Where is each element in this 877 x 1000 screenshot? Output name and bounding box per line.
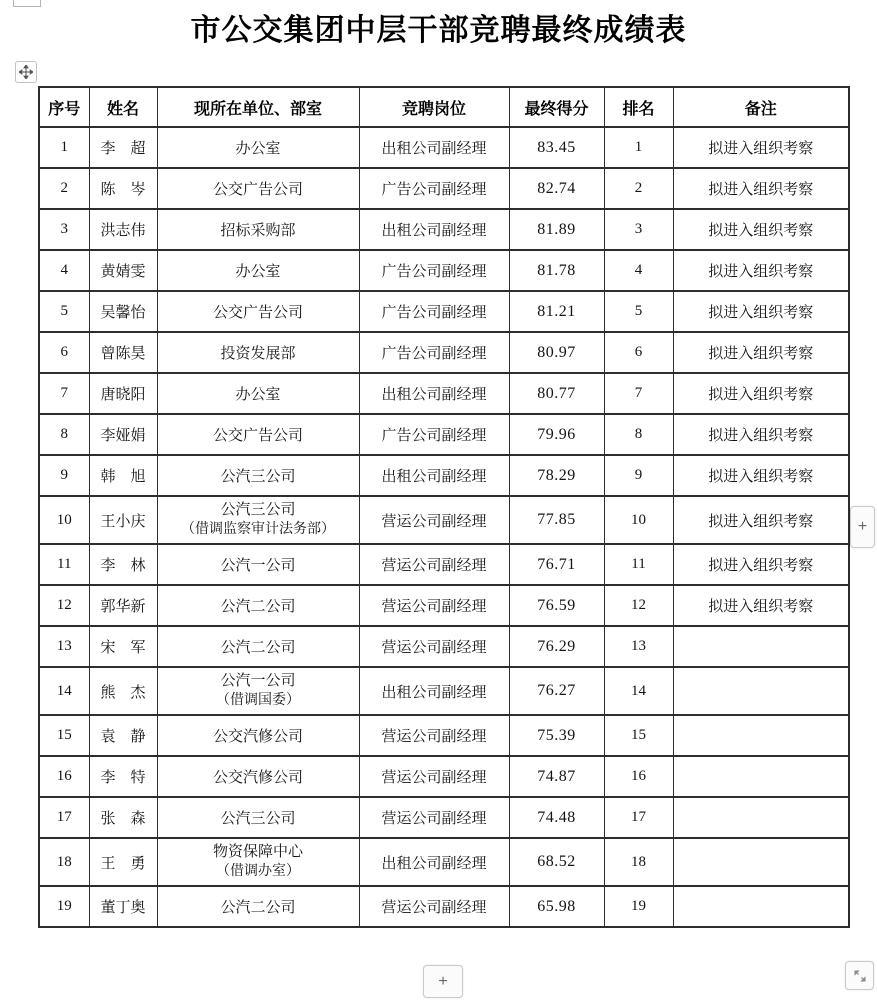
cell-name[interactable]: 王小庆 bbox=[89, 496, 157, 544]
cell-remark[interactable]: 拟进入组织考察 bbox=[673, 332, 849, 373]
cell-name[interactable]: 李 超 bbox=[89, 127, 157, 168]
cell-score[interactable]: 77.85 bbox=[509, 496, 604, 544]
cell-unit[interactable] bbox=[157, 838, 359, 886]
cell-rank[interactable]: 19 bbox=[604, 886, 673, 927]
cell-position[interactable]: 出租公司副经理 bbox=[359, 838, 509, 886]
unit-line2: （借调办室） bbox=[216, 863, 300, 879]
cell-no[interactable]: 15 bbox=[39, 715, 89, 756]
cell-no[interactable]: 6 bbox=[39, 332, 89, 373]
add-column-button[interactable] bbox=[850, 506, 875, 548]
table-row bbox=[39, 414, 849, 455]
table-row bbox=[39, 332, 849, 373]
header-cell[interactable]: 备注 bbox=[673, 87, 849, 127]
cell-score[interactable]: 76.27 bbox=[509, 667, 604, 715]
cell-no[interactable]: 12 bbox=[39, 585, 89, 626]
table-row bbox=[39, 838, 849, 886]
cell-score[interactable]: 75.39 bbox=[509, 715, 604, 756]
cell-score[interactable]: 74.48 bbox=[509, 797, 604, 838]
cell-position[interactable]: 广告公司副经理 bbox=[359, 250, 509, 291]
cell-position[interactable]: 出租公司副经理 bbox=[359, 127, 509, 168]
unit-line1: 公汽一公司 bbox=[220, 673, 296, 690]
cell-rank[interactable]: 4 bbox=[604, 250, 673, 291]
table-row bbox=[39, 886, 849, 927]
cell-unit[interactable]: 办公室 bbox=[157, 250, 359, 291]
table-row bbox=[39, 373, 849, 414]
cell-rank[interactable]: 16 bbox=[604, 756, 673, 797]
cell-rank[interactable]: 15 bbox=[604, 715, 673, 756]
cell-rank[interactable]: 2 bbox=[604, 168, 673, 209]
header-cell[interactable]: 排名 bbox=[604, 87, 673, 127]
cell-name[interactable]: 李 林 bbox=[89, 544, 157, 585]
cell-remark[interactable] bbox=[673, 667, 849, 715]
cell-remark[interactable]: 拟进入组织考察 bbox=[673, 168, 849, 209]
cell-name[interactable]: 吴馨怡 bbox=[89, 291, 157, 332]
cell-position[interactable]: 营运公司副经理 bbox=[359, 756, 509, 797]
cell-no[interactable]: 5 bbox=[39, 291, 89, 332]
table-row bbox=[39, 455, 849, 496]
cell-no[interactable]: 1 bbox=[39, 127, 89, 168]
cell-unit[interactable]: 公汽二公司 bbox=[157, 585, 359, 626]
cell-score[interactable]: 76.29 bbox=[509, 626, 604, 667]
cell-rank[interactable]: 1 bbox=[604, 127, 673, 168]
cell-score[interactable]: 83.45 bbox=[509, 127, 604, 168]
cell-remark[interactable]: 拟进入组织考察 bbox=[673, 250, 849, 291]
header-row bbox=[39, 87, 849, 127]
table-row bbox=[39, 127, 849, 168]
cell-no[interactable]: 9 bbox=[39, 455, 89, 496]
cell-score[interactable]: 65.98 bbox=[509, 886, 604, 927]
cell-name[interactable]: 董丁奥 bbox=[89, 886, 157, 927]
cell-score[interactable]: 76.59 bbox=[509, 585, 604, 626]
table-resize-handle[interactable] bbox=[845, 961, 874, 990]
score-table bbox=[38, 86, 850, 928]
cell-rank[interactable]: 8 bbox=[604, 414, 673, 455]
move-icon bbox=[19, 65, 33, 79]
cell-position[interactable]: 营运公司副经理 bbox=[359, 797, 509, 838]
cell-name[interactable]: 李娅娟 bbox=[89, 414, 157, 455]
cell-unit[interactable]: 办公室 bbox=[157, 127, 359, 168]
cell-unit[interactable] bbox=[157, 496, 359, 544]
cell-unit[interactable]: 公交汽修公司 bbox=[157, 715, 359, 756]
cell-rank[interactable]: 17 bbox=[604, 797, 673, 838]
cell-score[interactable]: 80.77 bbox=[509, 373, 604, 414]
plus-icon: + bbox=[438, 972, 448, 990]
cell-unit[interactable]: 公交汽修公司 bbox=[157, 756, 359, 797]
cell-remark[interactable]: 拟进入组织考察 bbox=[673, 127, 849, 168]
cell-score[interactable]: 74.87 bbox=[509, 756, 604, 797]
cell-name[interactable]: 黄婧雯 bbox=[89, 250, 157, 291]
page-title: 市公交集团中层干部竞聘最终成绩表 bbox=[190, 14, 687, 47]
cell-score[interactable]: 81.21 bbox=[509, 291, 604, 332]
cell-no[interactable]: 2 bbox=[39, 168, 89, 209]
table-row bbox=[39, 250, 849, 291]
cell-score[interactable]: 79.96 bbox=[509, 414, 604, 455]
cell-position[interactable]: 出租公司副经理 bbox=[359, 667, 509, 715]
cell-no[interactable]: 11 bbox=[39, 544, 89, 585]
table-row bbox=[39, 585, 849, 626]
cell-position[interactable]: 营运公司副经理 bbox=[359, 626, 509, 667]
cell-rank[interactable]: 5 bbox=[604, 291, 673, 332]
cell-unit[interactable]: 办公室 bbox=[157, 373, 359, 414]
table-move-handle[interactable] bbox=[15, 61, 37, 83]
cell-remark[interactable] bbox=[673, 886, 849, 927]
cell-name[interactable]: 洪志伟 bbox=[89, 209, 157, 250]
cell-unit[interactable]: 招标采购部 bbox=[157, 209, 359, 250]
cell-score[interactable]: 81.89 bbox=[509, 209, 604, 250]
table-row bbox=[39, 626, 849, 667]
cell-name[interactable]: 韩 旭 bbox=[89, 455, 157, 496]
cell-position[interactable]: 广告公司副经理 bbox=[359, 332, 509, 373]
header-cell[interactable]: 姓名 bbox=[89, 87, 157, 127]
cell-rank[interactable]: 18 bbox=[604, 838, 673, 886]
table-row bbox=[39, 797, 849, 838]
plus-icon: + bbox=[857, 518, 868, 535]
cell-name[interactable]: 唐晓阳 bbox=[89, 373, 157, 414]
cell-no[interactable]: 17 bbox=[39, 797, 89, 838]
cell-no[interactable]: 3 bbox=[39, 209, 89, 250]
cell-unit[interactable]: 投资发展部 bbox=[157, 332, 359, 373]
cell-rank[interactable]: 7 bbox=[604, 373, 673, 414]
unit-line2: （借调国委） bbox=[216, 692, 300, 708]
cell-remark[interactable]: 拟进入组织考察 bbox=[673, 209, 849, 250]
cell-remark[interactable]: 拟进入组织考察 bbox=[673, 455, 849, 496]
cell-remark[interactable]: 拟进入组织考察 bbox=[673, 373, 849, 414]
cell-rank[interactable]: 14 bbox=[604, 667, 673, 715]
cell-name[interactable]: 张 森 bbox=[89, 797, 157, 838]
cell-score[interactable]: 68.52 bbox=[509, 838, 604, 886]
table-row bbox=[39, 291, 849, 332]
cell-position[interactable]: 出租公司副经理 bbox=[359, 209, 509, 250]
cell-no[interactable]: 10 bbox=[39, 496, 89, 544]
table-row bbox=[39, 496, 849, 544]
header-cell[interactable]: 最终得分 bbox=[509, 87, 604, 127]
cell-unit[interactable]: 公汽二公司 bbox=[157, 626, 359, 667]
cell-rank[interactable]: 12 bbox=[604, 585, 673, 626]
cell-remark[interactable] bbox=[673, 626, 849, 667]
cell-unit[interactable]: 公汽三公司 bbox=[157, 797, 359, 838]
cell-name[interactable]: 袁 静 bbox=[89, 715, 157, 756]
table-row bbox=[39, 756, 849, 797]
cell-no[interactable]: 18 bbox=[39, 838, 89, 886]
cell-score[interactable]: 80.97 bbox=[509, 332, 604, 373]
cell-score[interactable]: 82.74 bbox=[509, 168, 604, 209]
cell-position[interactable]: 营运公司副经理 bbox=[359, 544, 509, 585]
cell-rank[interactable]: 3 bbox=[604, 209, 673, 250]
header-cell[interactable]: 序号 bbox=[39, 87, 89, 127]
cell-position[interactable]: 营运公司副经理 bbox=[359, 715, 509, 756]
cell-name[interactable]: 宋 军 bbox=[89, 626, 157, 667]
cell-remark[interactable] bbox=[673, 715, 849, 756]
cell-rank[interactable]: 6 bbox=[604, 332, 673, 373]
cell-remark[interactable] bbox=[673, 756, 849, 797]
cell-name[interactable]: 李 特 bbox=[89, 756, 157, 797]
cell-unit[interactable]: 公汽三公司 bbox=[157, 455, 359, 496]
cell-no[interactable]: 14 bbox=[39, 667, 89, 715]
cell-score[interactable]: 76.71 bbox=[509, 544, 604, 585]
cell-rank[interactable]: 10 bbox=[604, 496, 673, 544]
cell-no[interactable]: 4 bbox=[39, 250, 89, 291]
cell-rank[interactable]: 13 bbox=[604, 626, 673, 667]
cell-remark[interactable]: 拟进入组织考察 bbox=[673, 414, 849, 455]
cell-name[interactable]: 熊 杰 bbox=[89, 667, 157, 715]
cell-position[interactable]: 营运公司副经理 bbox=[359, 585, 509, 626]
cell-no[interactable]: 16 bbox=[39, 756, 89, 797]
cell-unit[interactable]: 公汽一公司 bbox=[157, 544, 359, 585]
cell-unit[interactable]: 公交广告公司 bbox=[157, 414, 359, 455]
cell-rank[interactable]: 9 bbox=[604, 455, 673, 496]
table-row bbox=[39, 168, 849, 209]
unit-line1: 物资保障中心 bbox=[212, 844, 303, 861]
cell-remark[interactable]: 拟进入组织考察 bbox=[673, 496, 849, 544]
cell-position[interactable]: 营运公司副经理 bbox=[359, 496, 509, 544]
table-body bbox=[39, 127, 849, 927]
cell-score[interactable]: 81.78 bbox=[509, 250, 604, 291]
cell-remark[interactable] bbox=[673, 797, 849, 838]
table-row bbox=[39, 715, 849, 756]
cell-no[interactable]: 13 bbox=[39, 626, 89, 667]
cell-remark[interactable] bbox=[673, 838, 849, 886]
cell-unit[interactable] bbox=[157, 667, 359, 715]
add-row-button[interactable] bbox=[423, 965, 463, 998]
cell-name[interactable]: 陈 岑 bbox=[89, 168, 157, 209]
cell-name[interactable]: 郭华新 bbox=[89, 585, 157, 626]
cell-unit[interactable]: 公交广告公司 bbox=[157, 291, 359, 332]
cell-position[interactable]: 广告公司副经理 bbox=[359, 168, 509, 209]
cell-name[interactable]: 王 勇 bbox=[89, 838, 157, 886]
cell-name[interactable]: 曾陈昊 bbox=[89, 332, 157, 373]
table-row bbox=[39, 667, 849, 715]
cell-unit[interactable]: 公交广告公司 bbox=[157, 168, 359, 209]
header-cell[interactable]: 现所在单位、部室 bbox=[157, 87, 359, 127]
cell-position[interactable]: 营运公司副经理 bbox=[359, 886, 509, 927]
cell-unit[interactable]: 公汽二公司 bbox=[157, 886, 359, 927]
cell-position[interactable]: 出租公司副经理 bbox=[359, 455, 509, 496]
cell-remark[interactable]: 拟进入组织考察 bbox=[673, 585, 849, 626]
header-cell[interactable]: 竞聘岗位 bbox=[359, 87, 509, 127]
cell-remark[interactable]: 拟进入组织考察 bbox=[673, 291, 849, 332]
table-row bbox=[39, 209, 849, 250]
cell-no[interactable]: 8 bbox=[39, 414, 89, 455]
cell-score[interactable]: 78.29 bbox=[509, 455, 604, 496]
cell-position[interactable]: 广告公司副经理 bbox=[359, 291, 509, 332]
cell-remark[interactable]: 拟进入组织考察 bbox=[673, 544, 849, 585]
unit-line1: 公汽三公司 bbox=[220, 502, 296, 519]
cell-rank[interactable]: 11 bbox=[604, 544, 673, 585]
cell-position[interactable]: 出租公司副经理 bbox=[359, 373, 509, 414]
diagonal-resize-icon bbox=[853, 969, 867, 983]
cell-no[interactable]: 19 bbox=[39, 886, 89, 927]
cell-no[interactable]: 7 bbox=[39, 373, 89, 414]
unit-line2: （借调监察审计法务部） bbox=[181, 521, 335, 537]
cell-position[interactable]: 广告公司副经理 bbox=[359, 414, 509, 455]
table-row bbox=[39, 544, 849, 585]
